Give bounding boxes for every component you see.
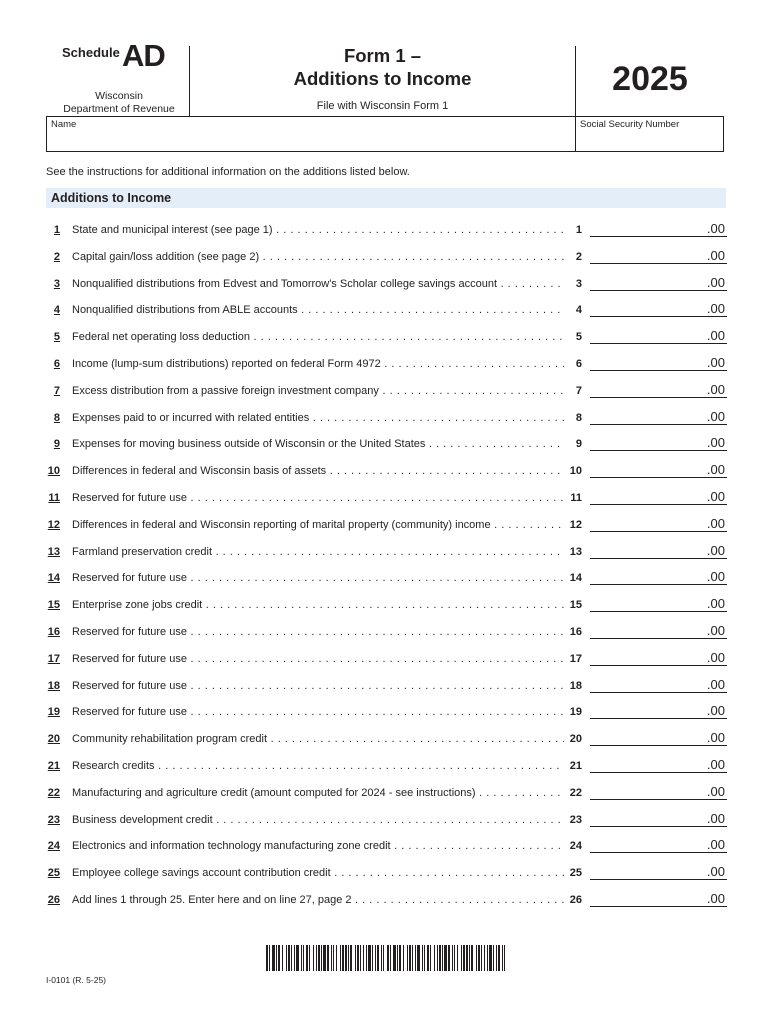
line-row-3 — [44, 274, 728, 294]
cents-suffix: .00 — [706, 891, 725, 906]
amount-field-line-23[interactable] — [590, 810, 727, 827]
line-reference: 13 — [569, 545, 582, 558]
line-number: 26 — [47, 894, 60, 906]
line-label: Electronics and information technology manufacturing zone credit . . . — [72, 840, 564, 852]
line-number: 3 — [53, 277, 60, 290]
barcode-bar — [316, 945, 317, 971]
department-name: Department of Revenue — [63, 102, 175, 115]
line-reference: 8 — [575, 411, 582, 424]
line-reference: 1 — [575, 224, 582, 236]
barcode-bar — [452, 945, 453, 971]
barcode-bar — [294, 945, 295, 971]
cents-suffix: .00 — [706, 462, 725, 478]
barcode-bar — [399, 945, 401, 971]
line-number: 21 — [47, 760, 60, 772]
line-label: Reserved for future use . . . — [72, 626, 564, 638]
line-row-1 — [44, 220, 728, 240]
amount-field-line-3[interactable] — [590, 274, 727, 291]
line-label: Expenses paid to or incurred with related entities . . . — [72, 412, 564, 424]
cents-suffix: .00 — [706, 757, 725, 772]
barcode-bar — [471, 945, 473, 971]
cents-suffix: .00 — [706, 730, 725, 746]
amount-field-line-20[interactable] — [590, 729, 727, 746]
line-label: Differences in federal and Wisconsin basis of assets . . . — [72, 465, 564, 477]
line-label: Research credits . . . — [72, 760, 564, 772]
line-reference: 9 — [575, 438, 582, 451]
barcode-bar — [286, 945, 287, 971]
barcode-bar — [469, 945, 470, 971]
barcode-bar — [466, 945, 468, 971]
line-label: Nonqualified distributions from Edvest and Tomorrow's Scholar college savings account . . . — [72, 278, 564, 290]
barcode-bar — [487, 945, 488, 971]
barcode-bar — [296, 945, 299, 971]
line-number: 12 — [47, 518, 60, 531]
barcode-bar — [303, 945, 304, 971]
amount-field-line-2[interactable] — [590, 247, 727, 264]
form-title — [190, 44, 575, 90]
cents-suffix: .00 — [706, 221, 725, 236]
line-label: Reserved for future use . . . — [72, 706, 564, 718]
cents-suffix: .00 — [706, 649, 725, 665]
barcode-bar — [444, 945, 447, 971]
cents-suffix: .00 — [706, 328, 725, 344]
line-reference: 10 — [569, 465, 582, 478]
line-reference: 18 — [569, 679, 582, 692]
barcode-bar — [350, 945, 352, 971]
line-label: Business development credit . . . — [72, 814, 564, 826]
line-reference: 6 — [575, 358, 582, 370]
line-label: State and municipal interest (see page 1) . . . — [72, 224, 564, 236]
line-reference: 17 — [569, 652, 582, 665]
barcode-bar — [496, 945, 497, 971]
barcode-bar — [412, 945, 413, 971]
line-row-16 — [44, 622, 728, 642]
line-label: Enterprise zone jobs credit . . . — [72, 599, 564, 611]
line-label: Excess distribution from a passive foreign investment company . . . — [72, 385, 564, 397]
cents-suffix: .00 — [706, 435, 725, 451]
barcode-bar — [437, 945, 438, 971]
cents-suffix: .00 — [706, 489, 725, 504]
form-title-line2: Additions to Income — [293, 68, 472, 89]
barcode-bar — [476, 945, 477, 971]
line-number: 17 — [47, 652, 60, 665]
line-reference: 26 — [569, 894, 582, 906]
state-name: Wisconsin — [95, 90, 143, 102]
amount-field-line-13[interactable] — [590, 542, 727, 559]
cents-suffix: .00 — [706, 301, 725, 317]
amount-field-line-5[interactable] — [590, 327, 727, 344]
line-row-21 — [44, 756, 728, 776]
barcode-bar — [415, 945, 416, 971]
line-row-7 — [44, 381, 728, 401]
file-with-note: File with Wisconsin Form 1 — [316, 100, 449, 112]
line-label: Farmland preservation credit . . . — [72, 546, 564, 558]
barcode-bar — [439, 945, 441, 971]
line-label: Federal net operating loss deduction . . . — [72, 331, 564, 343]
line-reference: 16 — [569, 626, 582, 638]
line-number: 11 — [48, 492, 60, 504]
barcode-bar — [461, 945, 462, 971]
barcode-bar — [407, 945, 408, 971]
line-reference: 23 — [569, 813, 582, 826]
line-number: 1 — [53, 224, 60, 236]
line-reference: 25 — [569, 867, 582, 880]
line-row-26 — [44, 890, 728, 910]
barcode-bar — [360, 945, 361, 971]
line-reference: 2 — [575, 250, 582, 263]
line-row-5 — [44, 327, 728, 347]
name-label: Name — [51, 119, 77, 130]
barcode-bar — [366, 945, 367, 971]
amount-field-line-21[interactable] — [590, 756, 727, 773]
amount-field-line-17[interactable] — [590, 649, 727, 666]
line-number: 10 — [47, 465, 60, 478]
barcode-bar — [478, 945, 480, 971]
line-reference: 4 — [575, 304, 582, 317]
instructions-text: See the instructions for additional information on the additions listed below. — [46, 166, 410, 178]
line-label: Nonqualified distributions from ABLE accounts . . . — [72, 304, 564, 316]
barcode-bar — [457, 945, 458, 971]
amount-field-line-22[interactable] — [590, 783, 727, 800]
line-reference: 21 — [569, 760, 582, 772]
amount-field-line-9[interactable] — [590, 434, 727, 451]
barcode-bar — [331, 945, 332, 971]
line-row-17 — [44, 649, 728, 669]
line-row-8 — [44, 408, 728, 428]
cents-suffix: .00 — [706, 408, 725, 424]
agency-block — [60, 90, 178, 115]
line-row-24 — [44, 836, 728, 856]
cents-suffix: .00 — [706, 274, 725, 290]
amount-field-line-11[interactable] — [590, 488, 727, 505]
barcode-bar — [489, 945, 492, 971]
line-row-12 — [44, 515, 728, 535]
amount-field-line-4[interactable] — [590, 300, 727, 317]
identity-box — [46, 116, 724, 152]
line-row-20 — [44, 729, 728, 749]
cents-suffix: .00 — [706, 810, 725, 826]
barcode-bar — [377, 945, 379, 971]
line-reference: 22 — [569, 786, 582, 799]
form-title-line1: Form 1 – — [343, 45, 422, 66]
line-number: 20 — [47, 733, 60, 746]
barcode-bar — [434, 945, 435, 971]
barcode-bar — [282, 945, 283, 971]
barcode-bar — [454, 945, 455, 971]
barcode-bar — [272, 945, 275, 971]
cents-suffix: .00 — [706, 381, 725, 397]
barcode-bar — [387, 945, 389, 971]
line-reference: 24 — [569, 840, 582, 853]
barcode-bar — [409, 945, 411, 971]
barcode-bar — [504, 945, 505, 971]
line-number: 24 — [47, 840, 60, 853]
barcode-bar — [336, 945, 337, 971]
line-reference: 14 — [569, 572, 582, 585]
line-reference: 7 — [575, 384, 582, 397]
line-number: 18 — [47, 679, 60, 692]
amount-field-line-12[interactable] — [590, 515, 727, 532]
line-number: 8 — [53, 411, 60, 424]
barcode-bar — [309, 945, 310, 971]
line-number: 16 — [47, 626, 60, 638]
line-reference: 11 — [570, 492, 582, 504]
barcode-bar — [368, 945, 371, 971]
amount-field-line-19[interactable] — [590, 702, 727, 719]
line-row-13 — [44, 542, 728, 562]
barcode-bar — [313, 945, 314, 971]
amount-field-line-16[interactable] — [590, 622, 727, 639]
tax-year: 2025 — [612, 60, 688, 98]
barcode-bar — [291, 945, 292, 971]
barcode-bar — [355, 945, 356, 971]
cents-suffix: .00 — [706, 247, 725, 263]
amount-field-line-25[interactable] — [590, 863, 727, 880]
barcode-bar — [357, 945, 359, 971]
line-label: Income (lump-sum distributions) reported on federal Form 4972 . . . — [72, 358, 564, 370]
barcode-bar — [288, 945, 290, 971]
schedule-word: Schedule — [62, 45, 120, 60]
line-reference: 20 — [569, 733, 582, 746]
line-number: 7 — [53, 384, 60, 397]
line-label: Community rehabilitation program credit . . . — [72, 733, 564, 745]
line-number: 6 — [53, 358, 60, 370]
cents-suffix: .00 — [706, 596, 725, 612]
line-number: 4 — [53, 304, 60, 317]
barcode-bar — [493, 945, 494, 971]
line-number: 19 — [47, 706, 60, 719]
barcode-bar — [481, 945, 482, 971]
line-reference: 15 — [569, 599, 582, 612]
line-number: 15 — [47, 599, 60, 612]
line-reference: 19 — [569, 706, 582, 719]
barcode-bar — [424, 945, 425, 971]
cents-suffix: .00 — [706, 703, 725, 719]
form-code: I-0101 (R. 5-25) — [46, 975, 106, 985]
barcode-bar — [342, 945, 344, 971]
line-number: 22 — [47, 786, 60, 799]
line-label: Reserved for future use . . . — [72, 680, 564, 692]
line-row-11 — [44, 488, 728, 508]
amount-field-line-18[interactable] — [590, 676, 727, 693]
barcode-icon — [266, 945, 506, 971]
barcode-bar — [348, 945, 349, 971]
line-row-25 — [44, 863, 728, 883]
barcode-bar — [390, 945, 391, 971]
amount-field-line-15[interactable] — [590, 595, 727, 612]
line-label: Reserved for future use . . . — [72, 572, 564, 584]
cents-suffix: .00 — [706, 676, 725, 692]
barcode-bar — [375, 945, 376, 971]
barcode-bar — [306, 945, 308, 971]
barcode-bar — [498, 945, 500, 971]
line-number: 13 — [47, 545, 60, 558]
cents-suffix: .00 — [706, 355, 725, 370]
barcode-bar — [430, 945, 431, 971]
cents-suffix: .00 — [706, 623, 725, 638]
barcode-bar — [502, 945, 503, 971]
section-header — [46, 188, 726, 208]
line-label: Manufacturing and agriculture credit (amount computed for 2024 - see instructions) . . . — [72, 787, 564, 799]
line-reference: 5 — [575, 331, 582, 344]
barcode-bar — [363, 945, 364, 971]
line-reference: 12 — [569, 518, 582, 531]
line-row-18 — [44, 676, 728, 696]
line-row-23 — [44, 810, 728, 830]
line-row-4 — [44, 300, 728, 320]
barcode-bar — [422, 945, 423, 971]
amount-field-line-7[interactable] — [590, 381, 727, 398]
cents-suffix: .00 — [706, 864, 725, 880]
cents-suffix: .00 — [706, 783, 725, 799]
line-label: Employee college savings account contribution credit . . . — [72, 867, 564, 879]
schedule-code: AD — [122, 38, 165, 73]
barcode-bar — [321, 945, 322, 971]
line-row-15 — [44, 595, 728, 615]
line-row-22 — [44, 783, 728, 803]
line-row-10 — [44, 461, 728, 481]
barcode-bar — [403, 945, 404, 971]
name-field[interactable] — [51, 131, 571, 151]
barcode-bar — [381, 945, 382, 971]
barcode-bar — [417, 945, 420, 971]
line-row-6 — [44, 354, 728, 374]
line-row-2 — [44, 247, 728, 267]
barcode-bar — [442, 945, 443, 971]
barcode-bar — [448, 945, 450, 971]
amount-field-line-10[interactable] — [590, 461, 727, 478]
line-label: Reserved for future use . . . — [72, 492, 564, 504]
line-reference: 3 — [575, 277, 582, 290]
line-number: 14 — [47, 572, 60, 585]
line-number: 23 — [47, 813, 60, 826]
ssn-label: Social Security Number — [580, 119, 680, 130]
barcode-bar — [393, 945, 396, 971]
line-number: 2 — [53, 250, 60, 263]
cents-suffix: .00 — [706, 542, 725, 558]
cents-suffix: .00 — [706, 515, 725, 531]
line-label: Capital gain/loss addition (see page 2) . . . — [72, 251, 564, 263]
cents-suffix: .00 — [706, 837, 725, 853]
amount-field-line-6[interactable] — [590, 354, 727, 371]
barcode-bar — [323, 945, 326, 971]
line-number: 25 — [47, 867, 60, 880]
barcode-bar — [463, 945, 465, 971]
line-label: Differences in federal and Wisconsin reporting of marital property (community) income . . . — [72, 519, 564, 531]
barcode-bar — [278, 945, 280, 971]
barcode-bar — [484, 945, 485, 971]
barcode-bar — [318, 945, 320, 971]
barcode-bar — [427, 945, 429, 971]
line-number: 9 — [53, 438, 60, 451]
amount-field-line-8[interactable] — [590, 408, 727, 425]
cents-suffix: .00 — [706, 569, 725, 585]
barcode-bar — [301, 945, 302, 971]
barcode-bar — [383, 945, 384, 971]
barcode-bar — [340, 945, 341, 971]
line-row-9 — [44, 434, 728, 454]
line-label: Expenses for moving business outside of Wisconsin or the United States . . . — [72, 438, 564, 450]
amount-field-line-24[interactable] — [590, 836, 727, 853]
amount-field-line-26[interactable] — [590, 890, 727, 907]
line-label: Reserved for future use . . . — [72, 653, 564, 665]
section-title: Additions to Income — [51, 191, 172, 205]
line-number: 5 — [53, 331, 60, 344]
barcode-bar — [327, 945, 329, 971]
barcode-bar — [372, 945, 373, 971]
barcode-bar — [276, 945, 277, 971]
identity-divider — [575, 117, 576, 151]
line-label: Add lines 1 through 25. Enter here and on line 27, page 2 . . . — [72, 894, 564, 906]
barcode-bar — [266, 945, 268, 971]
barcode-bar — [397, 945, 398, 971]
line-row-14 — [44, 568, 728, 588]
ssn-field[interactable] — [580, 131, 720, 151]
line-row-19 — [44, 702, 728, 722]
barcode-bar — [333, 945, 334, 971]
amount-field-line-1[interactable] — [590, 220, 727, 237]
amount-field-line-14[interactable] — [590, 568, 727, 585]
barcode-bar — [345, 945, 347, 971]
barcode-bar — [269, 945, 270, 971]
